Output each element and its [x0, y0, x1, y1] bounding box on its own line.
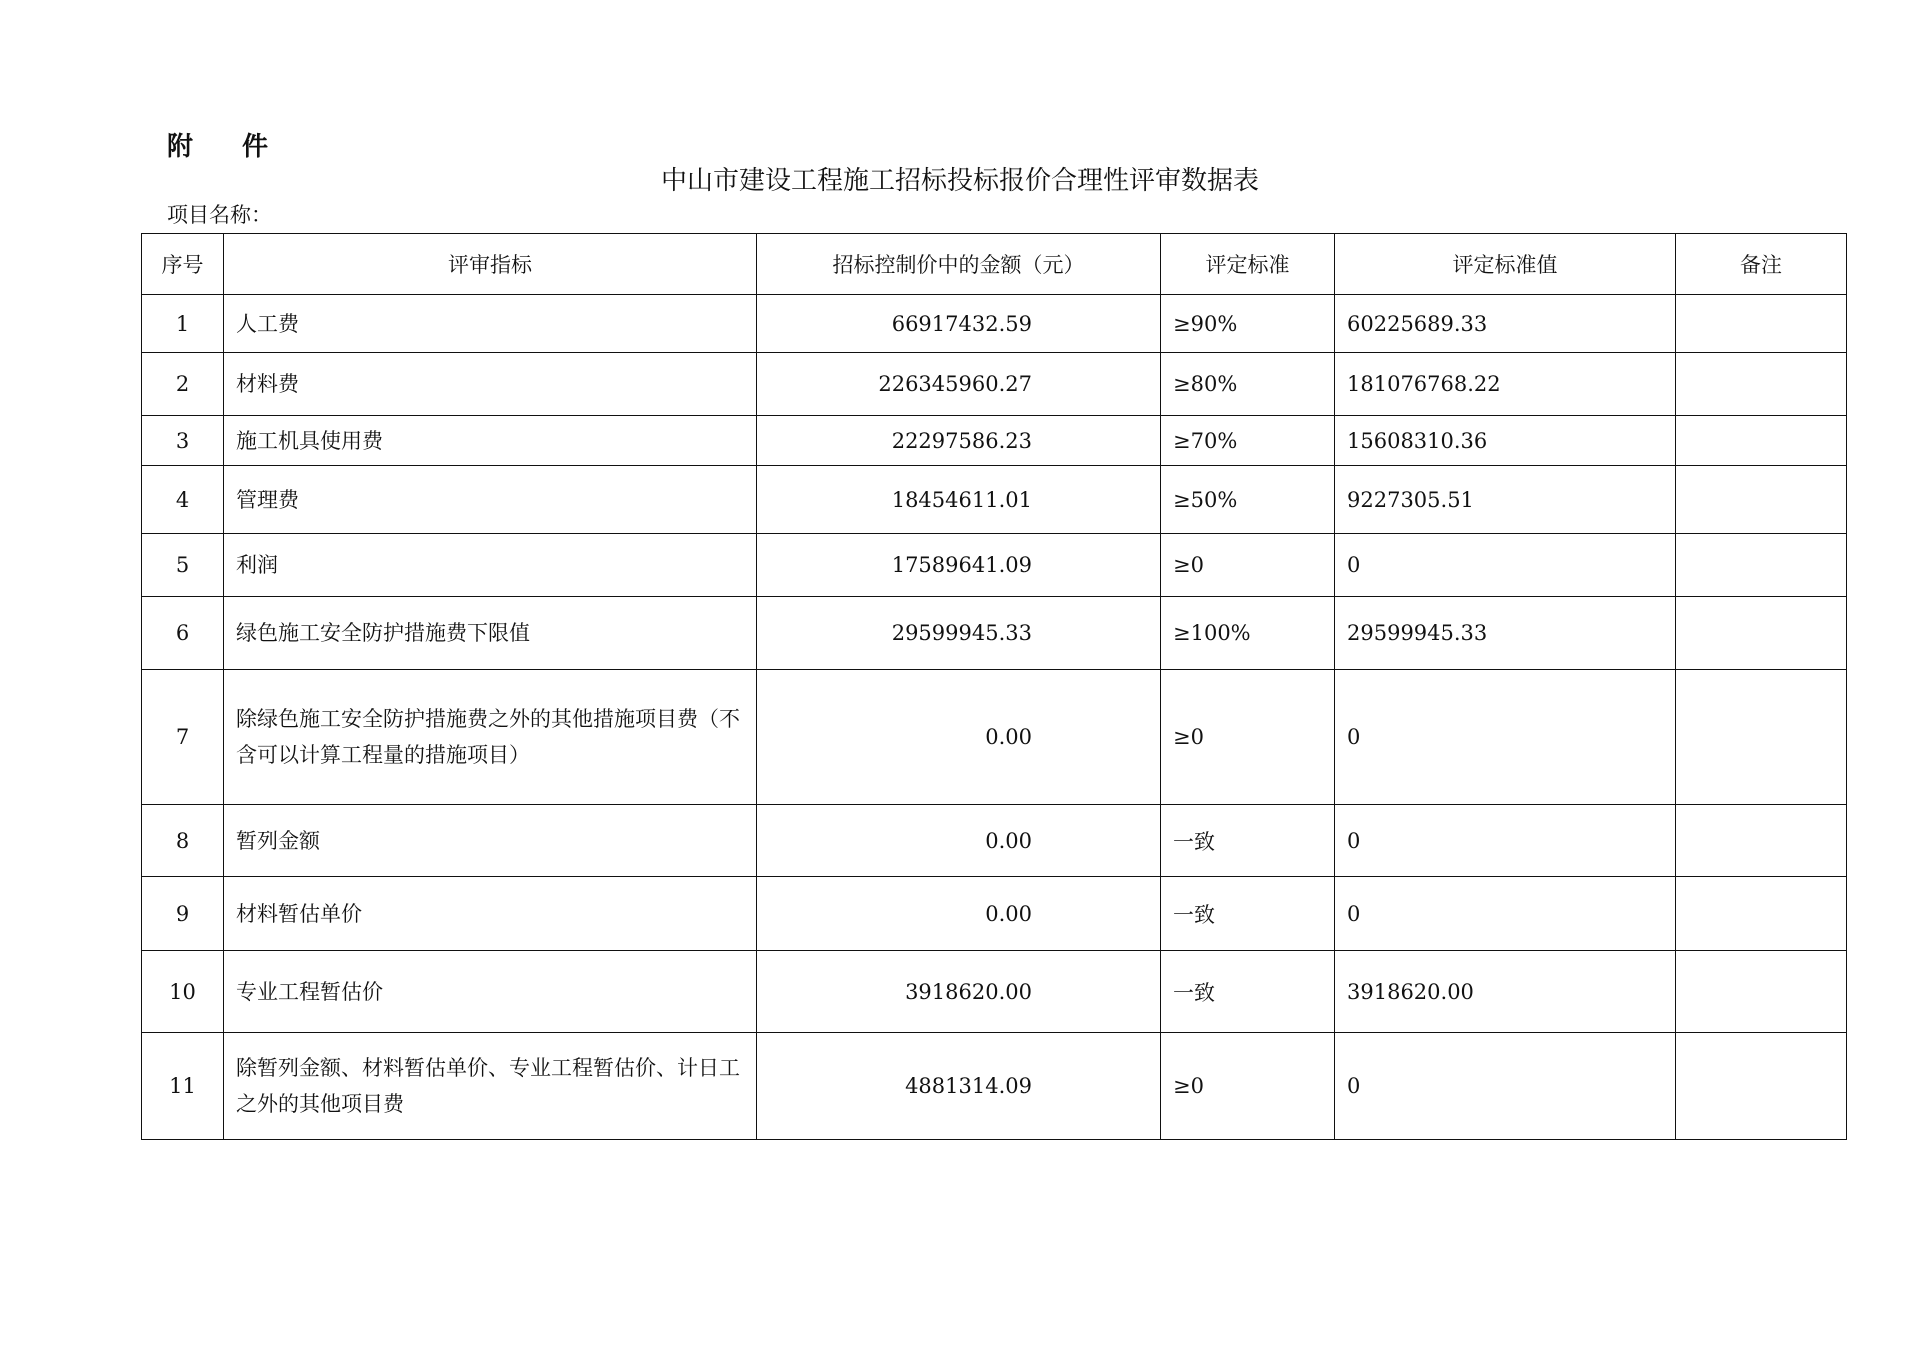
row-item: 除暂列金额、材料暂估单价、专业工程暂估价、计日工之外的其他项目费: [224, 1033, 757, 1140]
row-standard-value: 29599945.33: [1335, 597, 1676, 670]
project-name-label: 项目名称：: [167, 203, 272, 227]
row-note: [1676, 597, 1847, 670]
table-row: [142, 466, 1847, 534]
row-standard: ≥70%: [1161, 416, 1335, 466]
row-amount: 66917432.59: [757, 295, 1161, 353]
row-standard-value: 0: [1335, 877, 1676, 951]
row-standard-value: 60225689.33: [1335, 295, 1676, 353]
row-standard-value: 0: [1335, 670, 1676, 805]
row-no: 1: [142, 295, 224, 353]
header-no: 序号: [142, 234, 224, 295]
table-row: [142, 1033, 1847, 1140]
row-amount: 29599945.33: [757, 597, 1161, 670]
row-item: 材料暂估单价: [224, 877, 757, 951]
row-standard: 一致: [1161, 877, 1335, 951]
row-amount: 22297586.23: [757, 416, 1161, 466]
row-note: [1676, 534, 1847, 597]
row-standard-value: 0: [1335, 1033, 1676, 1140]
table-row: [142, 877, 1847, 951]
table-row: [142, 805, 1847, 877]
row-no: 3: [142, 416, 224, 466]
document-title: 中山市建设工程施工招标投标报价合理性评审数据表: [660, 166, 1259, 196]
row-note: [1676, 805, 1847, 877]
row-note: [1676, 877, 1847, 951]
row-item: 材料费: [224, 353, 757, 416]
row-item: 管理费: [224, 466, 757, 534]
row-item: 专业工程暂估价: [224, 951, 757, 1033]
row-note: [1676, 670, 1847, 805]
table-row: [142, 534, 1847, 597]
row-no: 5: [142, 534, 224, 597]
row-no: 2: [142, 353, 224, 416]
header-item: 评审指标: [224, 234, 757, 295]
row-note: [1676, 353, 1847, 416]
row-standard: ≥0: [1161, 534, 1335, 597]
row-no: 8: [142, 805, 224, 877]
review-data-table: [141, 233, 1847, 1140]
row-standard-value: 15608310.36: [1335, 416, 1676, 466]
row-item: 利润: [224, 534, 757, 597]
row-standard: ≥0: [1161, 670, 1335, 805]
header-note: 备注: [1676, 234, 1847, 295]
attachment-label: 附 件: [167, 132, 289, 162]
row-item: 除绿色施工安全防护措施费之外的其他措施项目费（不含可以计算工程量的措施项目）: [224, 670, 757, 805]
table-row: [142, 353, 1847, 416]
row-amount: 3918620.00: [757, 951, 1161, 1033]
row-standard: ≥100%: [1161, 597, 1335, 670]
row-no: 7: [142, 670, 224, 805]
row-standard-value: 9227305.51: [1335, 466, 1676, 534]
table-header-row: [142, 234, 1847, 295]
row-standard: ≥50%: [1161, 466, 1335, 534]
row-amount: 0.00: [757, 805, 1161, 877]
row-standard-value: 181076768.22: [1335, 353, 1676, 416]
row-note: [1676, 416, 1847, 466]
row-standard-value: 0: [1335, 805, 1676, 877]
row-note: [1676, 466, 1847, 534]
table-row: [142, 670, 1847, 805]
row-standard-value: 3918620.00: [1335, 951, 1676, 1033]
header-value: 评定标准值: [1335, 234, 1676, 295]
row-no: 4: [142, 466, 224, 534]
row-amount: 18454611.01: [757, 466, 1161, 534]
row-note: [1676, 951, 1847, 1033]
row-item: 施工机具使用费: [224, 416, 757, 466]
row-amount: 17589641.09: [757, 534, 1161, 597]
row-item: 人工费: [224, 295, 757, 353]
row-no: 10: [142, 951, 224, 1033]
row-standard: 一致: [1161, 805, 1335, 877]
row-standard: ≥80%: [1161, 353, 1335, 416]
row-amount: 0.00: [757, 670, 1161, 805]
row-item: 暂列金额: [224, 805, 757, 877]
row-amount: 4881314.09: [757, 1033, 1161, 1140]
row-standard: 一致: [1161, 951, 1335, 1033]
row-amount: 226345960.27: [757, 353, 1161, 416]
row-standard: ≥90%: [1161, 295, 1335, 353]
table-row: [142, 951, 1847, 1033]
row-no: 9: [142, 877, 224, 951]
row-note: [1676, 1033, 1847, 1140]
table-row: [142, 295, 1847, 353]
row-standard-value: 0: [1335, 534, 1676, 597]
header-standard: 评定标准: [1161, 234, 1335, 295]
header-amount: 招标控制价中的金额（元）: [757, 234, 1161, 295]
row-no: 6: [142, 597, 224, 670]
row-note: [1676, 295, 1847, 353]
table-row: [142, 597, 1847, 670]
table-row: [142, 416, 1847, 466]
row-standard: ≥0: [1161, 1033, 1335, 1140]
row-no: 11: [142, 1033, 224, 1140]
row-item: 绿色施工安全防护措施费下限值: [224, 597, 757, 670]
row-amount: 0.00: [757, 877, 1161, 951]
